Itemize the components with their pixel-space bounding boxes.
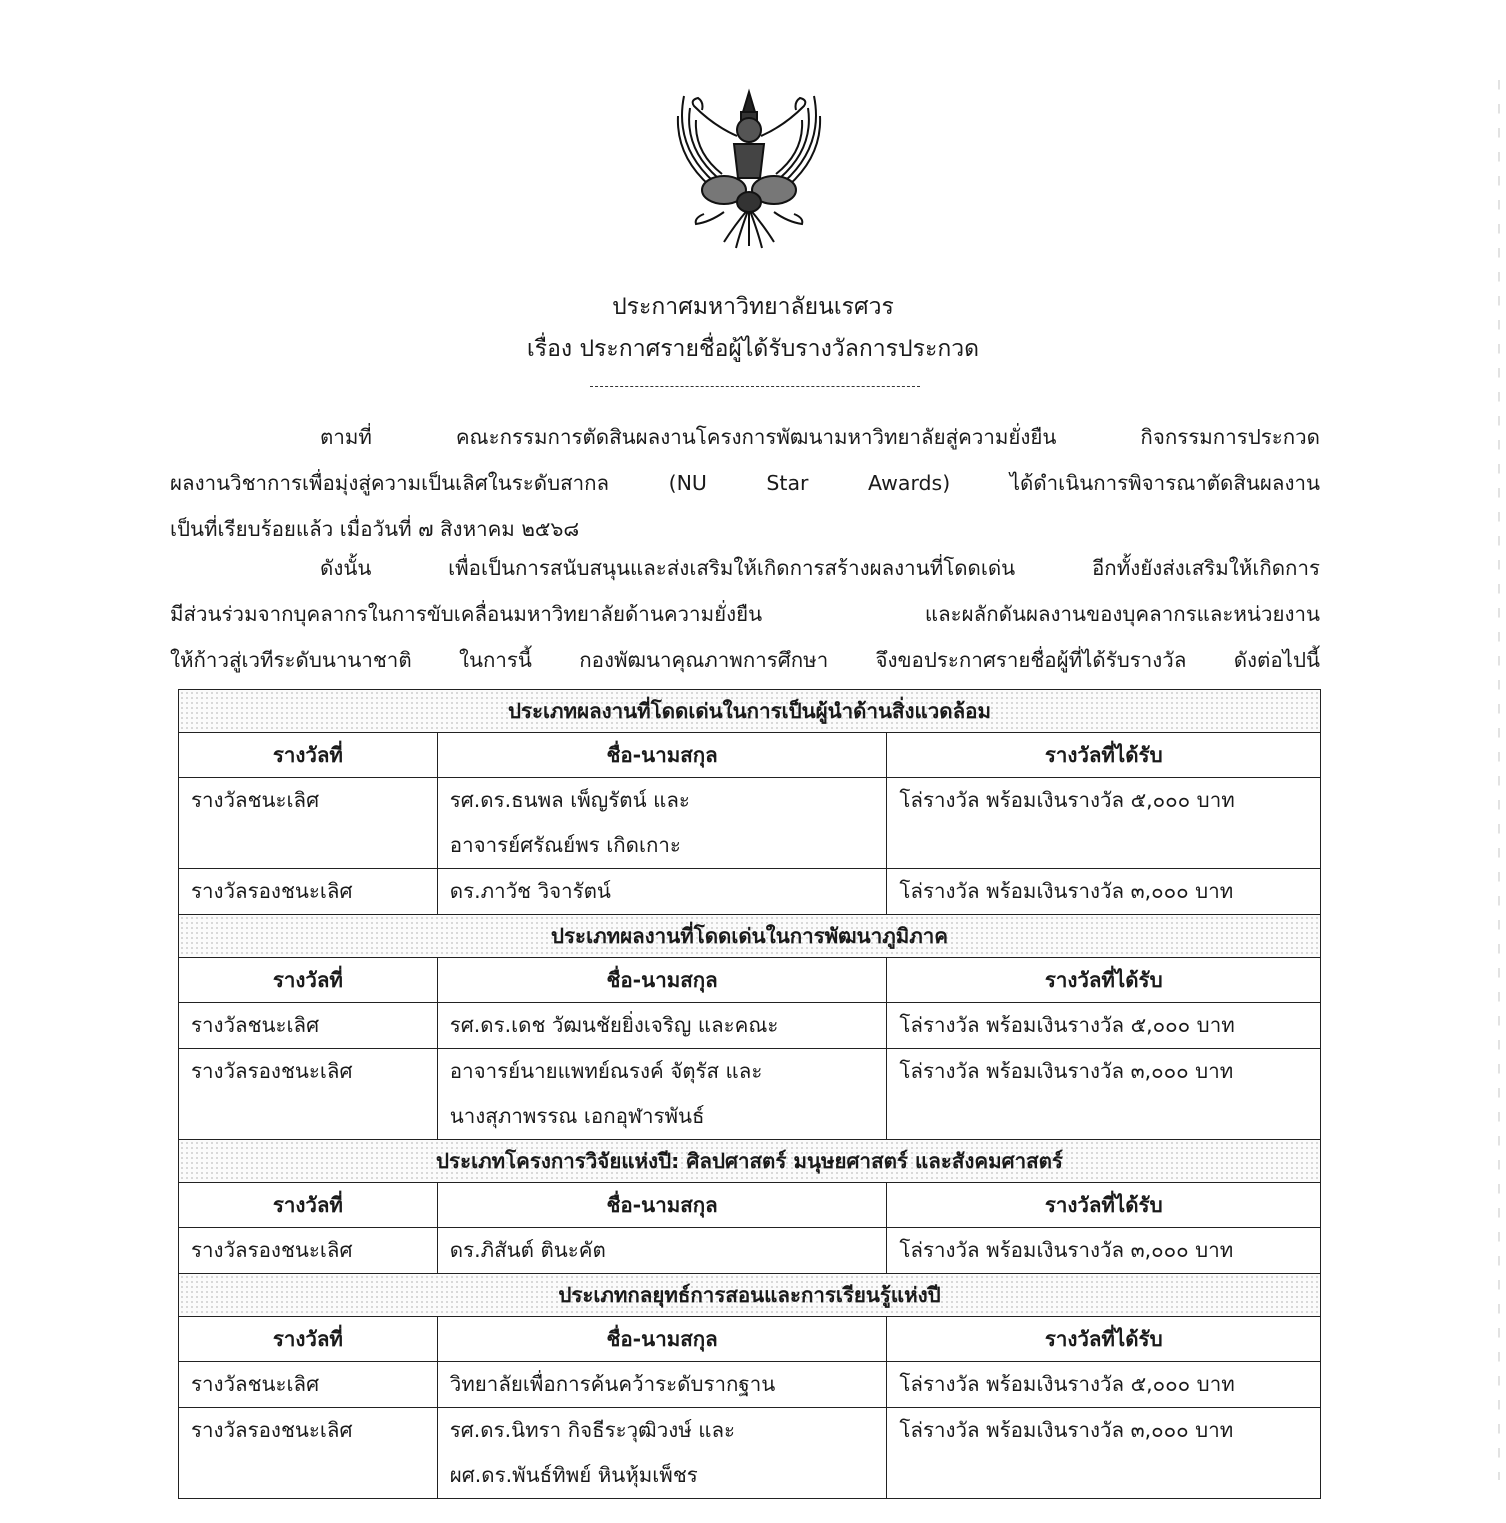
- column-header-prize: รางวัลที่ได้รับ: [887, 1317, 1321, 1362]
- recipient-name: รศ.ดร.ธนพล เพ็ญรัตน์ และ: [449, 788, 690, 812]
- category-row: [179, 1274, 1321, 1317]
- prize-cell: โล่รางวัล พร้อมเงินรางวัล ๕,๐๐๐ บาท: [887, 1362, 1321, 1408]
- category-title: ประเภทผลงานที่โดดเด่นในการพัฒนาภูมิภาค: [179, 915, 1321, 958]
- table-row: [179, 869, 1321, 915]
- table-row: [179, 1003, 1321, 1049]
- recipient-name: วิทยาลัยเพื่อการค้นคว้าระดับรากฐาน: [449, 1372, 776, 1396]
- paragraph-purpose: [170, 545, 1320, 683]
- award-rank-cell: รางวัลชนะเลิศ: [179, 778, 438, 869]
- prize-cell: โล่รางวัล พร้อมเงินรางวัล ๓,๐๐๐ บาท: [887, 1408, 1321, 1499]
- announcement-title: ประกาศมหาวิทยาลัยนเรศวร: [612, 294, 894, 320]
- column-header-name: ชื่อ-นามสกุล: [437, 958, 887, 1003]
- column-header-prize: รางวัลที่ได้รับ: [887, 958, 1321, 1003]
- table-row: [179, 1362, 1321, 1408]
- paragraph-line: ผลงานวิชาการเพื่อมุ่งสู่ความเป็นเลิศในระดับสากล (NU Star Awards) ได้ดำเนินการพิจารณาตัดสินผลงาน: [170, 471, 1320, 495]
- category-title: ประเภทผลงานที่โดดเด่นในการเป็นผู้นำด้านสิ่งแวดล้อม: [179, 690, 1321, 733]
- garuda-emblem-icon: [664, 86, 834, 252]
- column-header-prize: รางวัลที่ได้รับ: [887, 733, 1321, 778]
- column-header-row: [179, 733, 1321, 778]
- category-row: [179, 915, 1321, 958]
- prize-cell: โล่รางวัล พร้อมเงินรางวัล ๓,๐๐๐ บาท: [887, 1228, 1321, 1274]
- recipient-name-cell: [437, 1362, 887, 1408]
- category-title: ประเภทกลยุทธ์การสอนและการเรียนรู้แห่งปี: [179, 1274, 1321, 1317]
- recipient-name: ดร.ภิสันต์ ตินะคัต: [449, 1238, 606, 1262]
- table-row: [179, 1049, 1321, 1140]
- title-divider: [590, 386, 920, 387]
- recipient-name-cell: [437, 1228, 887, 1274]
- column-header-award: รางวัลที่: [179, 733, 438, 778]
- column-header-award: รางวัลที่: [179, 1317, 438, 1362]
- award-rank-cell: รางวัลรองชนะเลิศ: [179, 1228, 438, 1274]
- column-header-name: ชื่อ-นามสกุล: [437, 1317, 887, 1362]
- recipient-name: อาจารย์นายแพทย์ณรงค์ จัตุรัส และ: [449, 1059, 763, 1083]
- award-rank-cell: รางวัลชนะเลิศ: [179, 1003, 438, 1049]
- recipient-name-cell: [437, 1408, 887, 1499]
- column-header-award: รางวัลที่: [179, 1183, 438, 1228]
- award-rank-cell: รางวัลรองชนะเลิศ: [179, 869, 438, 915]
- paragraph-line: ดังนั้น เพื่อเป็นการสนับสนุนและส่งเสริมให้เกิดการสร้างผลงานที่โดดเด่น อีกทั้งยังส่งเสริมให้เกิดการ: [320, 556, 1320, 580]
- recipient-name: อาจารย์ศรัณย์พร เกิดเกาะ: [449, 833, 681, 857]
- recipient-name-cell: [437, 778, 887, 869]
- category-title: ประเภทโครงการวิจัยแห่งปี: ศิลปศาสตร์ มนุษยศาสตร์ และสังคมศาสตร์: [179, 1140, 1321, 1183]
- paragraph-line: ตามที่ คณะกรรมการตัดสินผลงานโครงการพัฒนามหาวิทยาลัยสู่ความยั่งยืน กิจกรรมการประกวด: [320, 425, 1320, 449]
- paragraph-intro: [170, 414, 1320, 552]
- recipient-name: นางสุภาพรรณ เอกอุฬารพันธ์: [449, 1104, 705, 1128]
- column-header-name: ชื่อ-นามสกุล: [437, 733, 887, 778]
- table-row: [179, 1228, 1321, 1274]
- column-header-prize: รางวัลที่ได้รับ: [887, 1183, 1321, 1228]
- paragraph-line: ให้ก้าวสู่เวทีระดับนานาชาติ ในการนี้ กองพัฒนาคุณภาพการศึกษา จึงขอประกาศรายชื่อผู้ที่ได้รับรางวัล ดังต่อไปนี้: [170, 648, 1320, 672]
- column-header-award: รางวัลที่: [179, 958, 438, 1003]
- prize-cell: โล่รางวัล พร้อมเงินรางวัล ๓,๐๐๐ บาท: [887, 1049, 1321, 1140]
- category-row: [179, 1140, 1321, 1183]
- column-header-name: ชื่อ-นามสกุล: [437, 1183, 887, 1228]
- recipient-name-cell: [437, 1049, 887, 1140]
- prize-cell: โล่รางวัล พร้อมเงินรางวัล ๕,๐๐๐ บาท: [887, 778, 1321, 869]
- column-header-row: [179, 958, 1321, 1003]
- category-row: [179, 690, 1321, 733]
- prize-cell: โล่รางวัล พร้อมเงินรางวัล ๓,๐๐๐ บาท: [887, 869, 1321, 915]
- awards-table: [178, 689, 1321, 1499]
- recipient-name-cell: [437, 1003, 887, 1049]
- table-row: [179, 778, 1321, 869]
- award-rank-cell: รางวัลรองชนะเลิศ: [179, 1049, 438, 1140]
- recipient-name: รศ.ดร.เดช วัฒนชัยยิ่งเจริญ และคณะ: [449, 1013, 779, 1037]
- award-rank-cell: รางวัลรองชนะเลิศ: [179, 1408, 438, 1499]
- paragraph-line-date: เป็นที่เรียบร้อยแล้ว เมื่อวันที่ ๗ สิงหาคม ๒๕๖๘: [170, 517, 580, 541]
- recipient-name: ผศ.ดร.พันธ์ทิพย์ หินหุ้มเพ็ชร: [449, 1463, 698, 1487]
- paragraph-line: มีส่วนร่วมจากบุคลากรในการขับเคลื่อนมหาวิทยาลัยด้านความยั่งยืน และผลักดันผลงานของบุคลากรและหน่วยงาน: [170, 602, 1320, 626]
- award-rank-cell: รางวัลชนะเลิศ: [179, 1362, 438, 1408]
- announcement-subject: เรื่อง ประกาศรายชื่อผู้ได้รับรางวัลการประกวด: [526, 336, 980, 362]
- prize-cell: โล่รางวัล พร้อมเงินรางวัล ๕,๐๐๐ บาท: [887, 1003, 1321, 1049]
- recipient-name: รศ.ดร.นิทรา กิจธีระวุฒิวงษ์ และ: [449, 1418, 736, 1442]
- recipient-name: ดร.ภาวัช วิจารัตน์: [449, 879, 611, 903]
- recipient-name-cell: [437, 869, 887, 915]
- column-header-row: [179, 1317, 1321, 1362]
- column-header-row: [179, 1183, 1321, 1228]
- table-row: [179, 1408, 1321, 1499]
